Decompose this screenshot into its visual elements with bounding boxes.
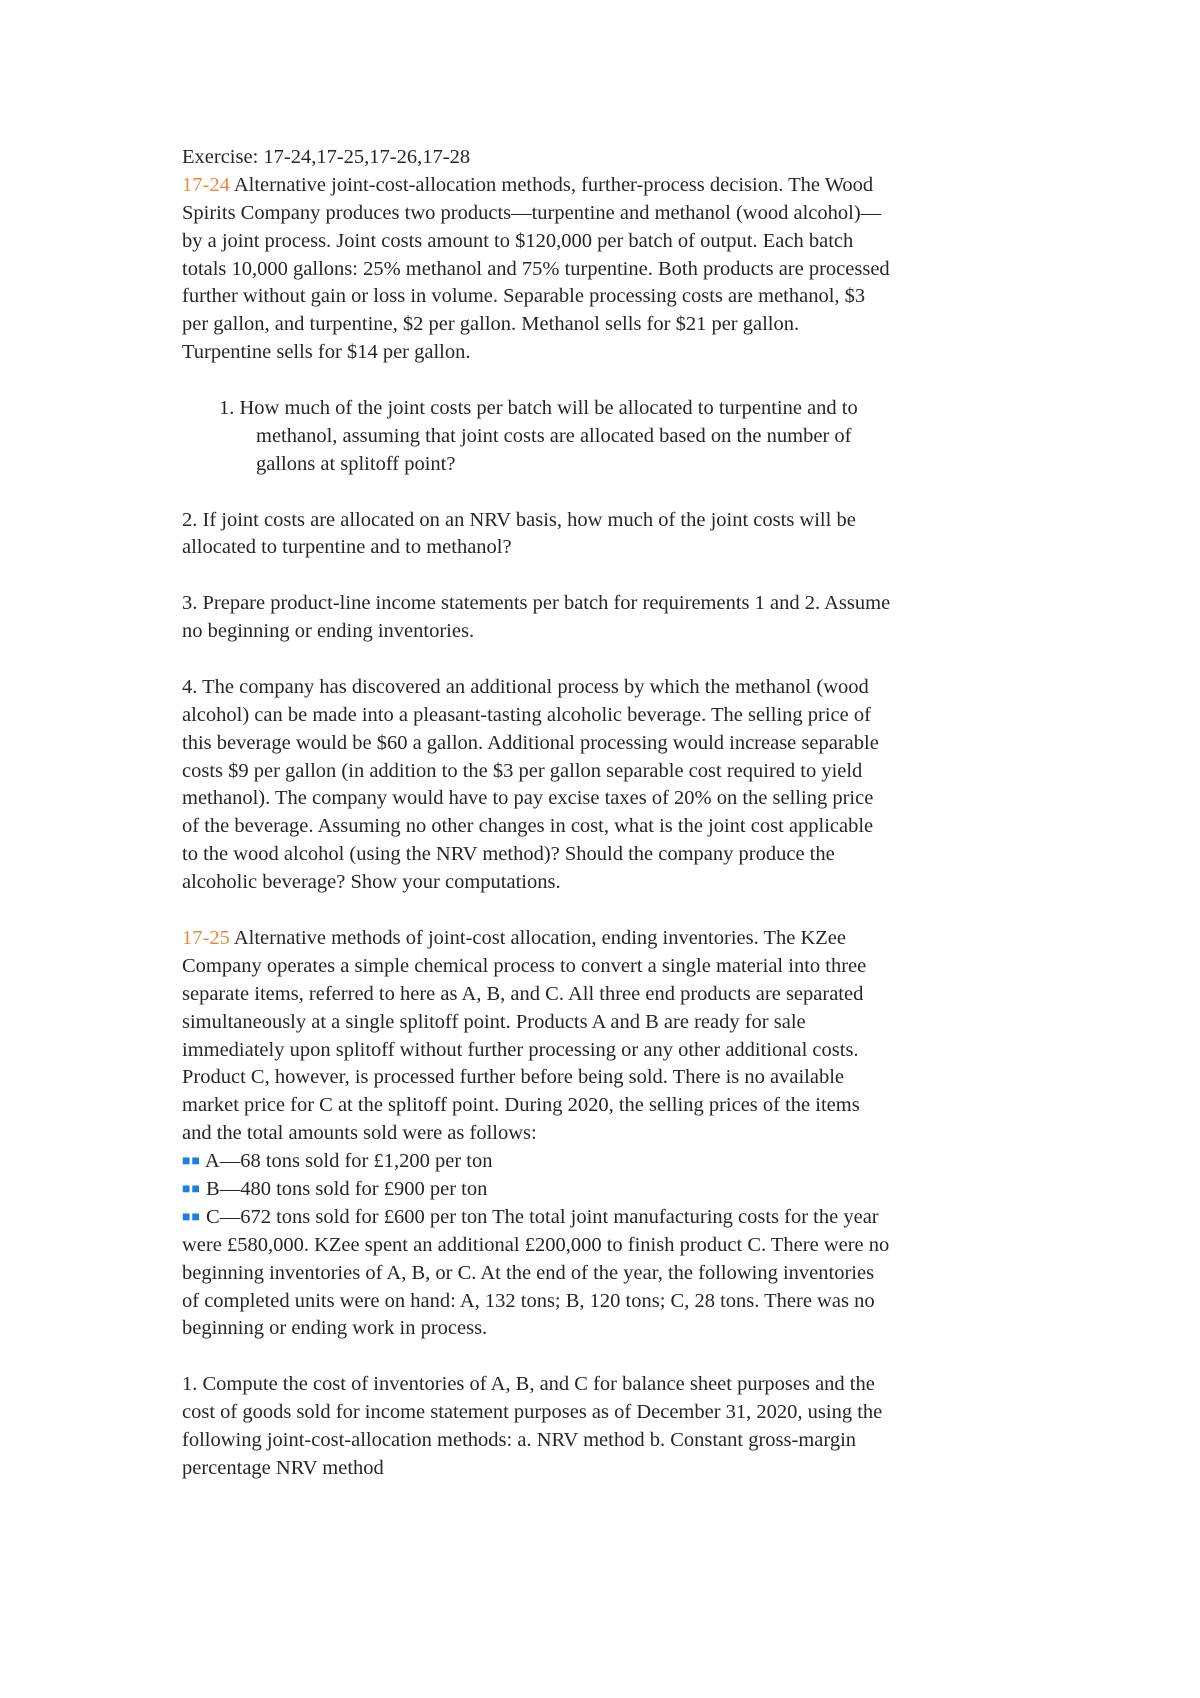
ex24-q4-line: alcoholic beverage? Show your computations.	[182, 871, 561, 894]
ex25-bullet-item	[182, 1148, 1032, 1176]
ex24-q4-line: to the wood alcohol (using the NRV method)? Should the company produce the	[182, 843, 835, 866]
ex25-body-line: beginning or ending work in process.	[182, 1317, 488, 1340]
square-bullet-icon: ■■	[182, 1209, 201, 1225]
ex25-q1-line: cost of goods sold for income statement purposes as of December 31, 2020, using the	[182, 1401, 883, 1424]
document-page	[182, 144, 1032, 1483]
square-bullet-icon: ■■	[182, 1181, 201, 1197]
ex25-number: 17-25	[182, 926, 230, 949]
ex25-intro-line: market price for C at the splitoff point. During 2020, the selling prices of the items	[182, 1094, 860, 1117]
ex25-intro-line: and the total amounts sold were as follows:	[182, 1122, 537, 1145]
ex24-q1-line: 1. How much of the joint costs per batch will be allocated to turpentine and to	[219, 397, 858, 420]
ex24-intro-line: by a joint process. Joint costs amount to $120,000 per batch of output. Each batch	[182, 229, 854, 252]
ex25-body-line: of completed units were on hand: A, 132 tons; B, 120 tons; C, 28 tons. There was no	[182, 1289, 875, 1312]
ex25-bullet-item	[182, 1204, 1032, 1232]
ex25-intro-line: Product C, however, is processed further before being sold. There is no available	[182, 1066, 845, 1089]
ex25-intro-line	[182, 925, 1032, 953]
ex25-body-line: beginning inventories of A, B, or C. At the end of the year, the following inventories	[182, 1261, 875, 1284]
ex25-bullet-item	[182, 1176, 1032, 1204]
bullet-text: C—672 tons sold for £600 per ton The total joint manufacturing costs for the year	[200, 1205, 879, 1228]
ex25-q1-line: 1. Compute the cost of inventories of A, B, and C for balance sheet purposes and the	[182, 1373, 875, 1396]
ex24-intro-line: Turpentine sells for $14 per gallon.	[182, 341, 471, 364]
ex24-q4-line: 4. The company has discovered an additional process by which the methanol (wood	[182, 675, 869, 698]
ex24-number: 17-24	[182, 173, 230, 196]
ex25-intro-line: Company operates a simple chemical process to convert a single material into three	[182, 954, 867, 977]
ex24-q1-line: methanol, assuming that joint costs are allocated based on the number of	[256, 424, 852, 447]
ex24-intro-line: further without gain or loss in volume. Separable processing costs are methanol, $3	[182, 285, 866, 308]
ex24-intro-line: totals 10,000 gallons: 25% methanol and 75% turpentine. Both products are processed	[182, 257, 890, 280]
ex24-intro-text: Alternative joint-cost-allocation methods, further-process decision. The Wood	[229, 173, 874, 196]
ex25-body-line: were £580,000. KZee spent an additional £200,000 to finish product C. There were no	[182, 1233, 890, 1256]
exercise-header: Exercise: 17-24,17-25,17-26,17-28	[182, 146, 471, 168]
square-bullet-icon: ■■	[182, 1154, 201, 1170]
ex24-intro-line: Spirits Company produces two products—turpentine and methanol (wood alcohol)—	[182, 201, 882, 224]
ex24-q3-line: no beginning or ending inventories.	[182, 620, 475, 643]
ex24-q4-line: of the beverage. Assuming no other changes in cost, what is the joint cost applicable	[182, 815, 874, 838]
ex24-intro-line: per gallon, and turpentine, $2 per gallon. Methanol sells for $21 per gallon.	[182, 313, 800, 336]
ex24-q4-line: methanol). The company would have to pay excise taxes of 20% on the selling price	[182, 787, 874, 810]
ex24-q4-line: costs $9 per gallon (in addition to the $3 per gallon separable cost required to yield	[182, 759, 863, 782]
ex24-q3-line: 3. Prepare product-line income statements per batch for requirements 1 and 2. Assume	[182, 592, 891, 615]
ex24-q2-line: 2. If joint costs are allocated on an NRV basis, how much of the joint costs will be	[182, 508, 856, 531]
ex25-intro-line: immediately upon splitoff without further processing or any other additional costs.	[182, 1038, 859, 1061]
bullet-text: A—68 tons sold for £1,200 per ton	[200, 1150, 493, 1173]
ex25-q1-line: percentage NRV method	[182, 1456, 384, 1479]
ex25-q1-line: following joint-cost-allocation methods: a. NRV method b. Constant gross-margin	[182, 1428, 857, 1451]
ex24-intro-line	[182, 172, 1032, 200]
ex24-q1-line: gallons at splitoff point?	[256, 452, 456, 475]
ex25-intro-text: Alternative methods of joint-cost allocation, ending inventories. The KZee	[229, 926, 846, 949]
ex25-intro-line: simultaneously at a single splitoff point. Products A and B are ready for sale	[182, 1010, 806, 1033]
ex25-intro-line: separate items, referred to here as A, B, and C. All three end products are separated	[182, 982, 864, 1005]
bullet-text: B—480 tons sold for £900 per ton	[200, 1177, 488, 1200]
ex24-q2-line: allocated to turpentine and to methanol?	[182, 536, 512, 559]
ex24-q4-line: this beverage would be $60 a gallon. Additional processing would increase separable	[182, 731, 879, 754]
ex24-q4-line: alcohol) can be made into a pleasant-tasting alcoholic beverage. The selling price of	[182, 703, 871, 726]
